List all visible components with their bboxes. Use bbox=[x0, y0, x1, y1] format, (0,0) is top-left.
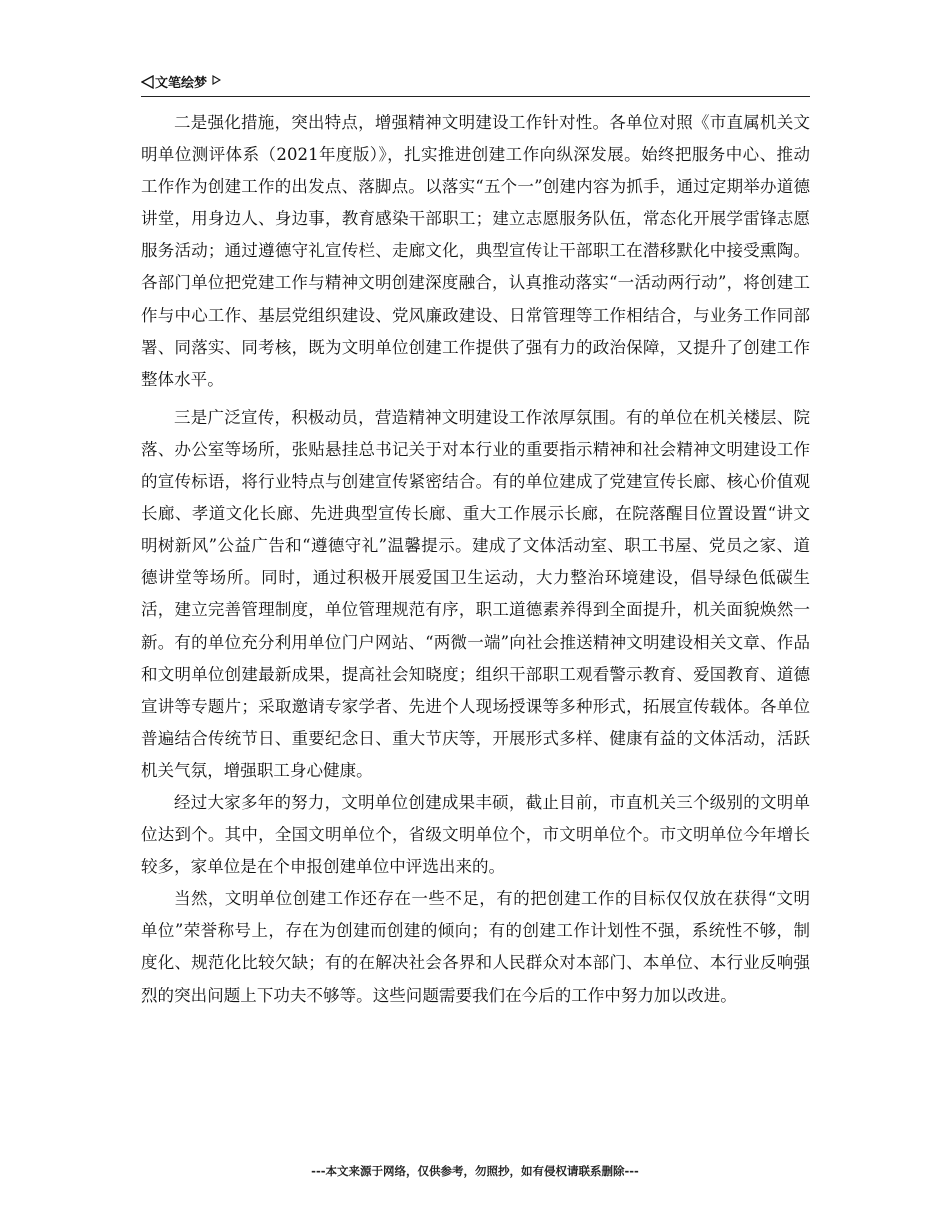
paragraph-measures: 二是强化措施，突出特点，增强精神文明建设工作针对性。各单位对照《市直属机关文明单位测评体系（2021年度版）》，扎实推进创建工作向纵深发展。始终把服务中心、推动工作作为创建工作的出发点、落脚点。以落实“五个一”创建内容为抓手，通过定期举办道德讲堂，用身边人、身边事，教育感染干部职工；建立志愿服务队伍，常态化开展学雷锋志愿服务活动；通过遵德守礼宣传栏、走廊文化，典型宣传让干部职工在潜移默化中接受熏陶。各部门单位把党建工作与精神文明创建深度融合，认真推动落实“一活动两行动”，将创建工作与中心工作、基层党组织建设、党风廉政建设、日常管理等工作相结合，与业务工作同部署、同落实、同考核，既为文明单位创建工作提供了强有力的政治保障，又提升了创建工作整体水平。 bbox=[141, 113, 810, 389]
paragraph-publicity: 三是广泛宣传，积极动员，营造精神文明建设工作浓厚氛围。有的单位在机关楼层、院落、办公室等场所，张贴悬挂总书记关于对本行业的重要指示精神和社会精神文明建设工作的宣传标语，将行业特点与创建宣传紧密结合。有的单位建成了党建宣传长廊、核心价值观长廊、孝道文化长廊、先进典型宣传长廊、重大工作展示长廊，在院落醒目位置设置“讲文明树新风”公益广告和“遵德守礼”温馨提示。建成了文体活动室、职工书屋、党员之家、道德讲堂等场所。同时，通过积极开展爱国卫生运动，大力整治环境建设，倡导绿色低碳生活，建立完善管理制度，单位管理规范有序，职工道德素养得到全面提升，机关面貌焕然一新。有的单位充分利用单位门户网站、“两微一端”向社会推送精神文明建设相关文章、作品和文明单位创建最新成果，提高社会知晓度；组织干部职工观看警示教育、爱国教育、道德宣讲等专题片；采取邀请专家学者、先进个人现场授课等多种形式，拓展宣传载体。各单位普遍结合传统节日、重要纪念日、重大节庆等，开展形式多样、健康有益的文体活动，活跃机关气氛，增强职工身心健康。 bbox=[141, 407, 810, 780]
triangle-right-outline-icon bbox=[212, 75, 221, 85]
paragraph-shortcomings: 当然，文明单位创建工作还存在一些不足，有的把创建工作的目标仅仅放在获得“文明单位”荣誉称号上，存在为创建而创建的倾向；有的创建工作计划性不强，系统性不够，制度化、规范化比较欠缺；有的在解决社会各界和人民群众对本部门、本单位、本行业反响强烈的突出问题上下功夫不够等。这些问题需要我们在今后的工作中努力加以改进。 bbox=[141, 889, 810, 1005]
header-brand: 文笔绘梦 bbox=[155, 76, 208, 91]
paragraph-achievements: 经过大家多年的努力，文明单位创建成果丰硕，截止目前，市直机关三个级别的文明单位达到个。其中，全国文明单位个，省级文明单位个，市文明单位个。市文明单位今年增长较多，家单位是在个申报创建单位中评选出来的。 bbox=[141, 792, 810, 877]
document-body bbox=[141, 107, 810, 1012]
footer-notice: ---本文来源于网络，仅供参考，勿照抄，如有侵权请联系删除--- bbox=[311, 1164, 639, 1178]
triangle-left-outline-icon bbox=[141, 75, 154, 89]
page-header bbox=[141, 70, 810, 97]
